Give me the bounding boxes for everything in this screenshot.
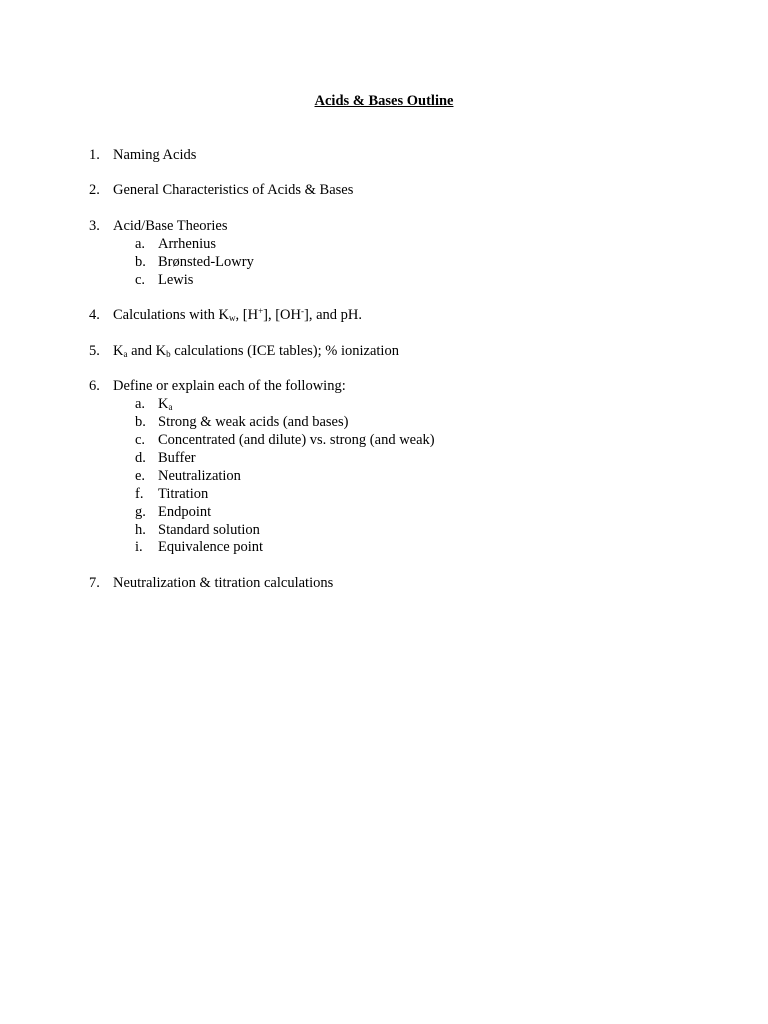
item-number: 4. bbox=[89, 307, 100, 323]
text-part: calculations (ICE tables); % ionization bbox=[170, 343, 399, 359]
subitem-text bbox=[158, 395, 172, 413]
subitem-text: Equivalence point bbox=[158, 539, 264, 555]
item-text: Define or explain each of the following: bbox=[113, 378, 346, 394]
subitem-letter: b. bbox=[135, 254, 146, 270]
item-text: Acid/Base Theories bbox=[113, 218, 228, 234]
item-number: 1. bbox=[89, 147, 100, 163]
text-part: ], [OH bbox=[263, 307, 301, 323]
subitem-letter: a. bbox=[135, 236, 146, 252]
kb-subscript: b bbox=[166, 349, 171, 359]
item-text: Neutralization & titration calculations bbox=[113, 575, 334, 591]
subitem-text: Endpoint bbox=[158, 504, 212, 520]
text-part: , [H bbox=[235, 307, 259, 323]
item-number: 3. bbox=[89, 218, 100, 234]
subitem-letter: f. bbox=[135, 486, 144, 502]
subitem-letter: c. bbox=[135, 272, 146, 288]
item-number: 7. bbox=[89, 575, 100, 591]
item-number: 5. bbox=[89, 343, 100, 359]
subitem-text: Concentrated (and dilute) vs. strong (and weak) bbox=[158, 432, 435, 448]
ka-subscript: a bbox=[168, 402, 173, 412]
item-number: 2. bbox=[89, 182, 100, 198]
item-text: Naming Acids bbox=[113, 147, 197, 163]
subitem-text: Neutralization bbox=[158, 468, 241, 484]
item-text: General Characteristics of Acids & Bases bbox=[113, 182, 354, 198]
hydroxide-superscript: - bbox=[301, 306, 304, 316]
subitem-text: Arrhenius bbox=[158, 236, 216, 252]
subitem-letter: e. bbox=[135, 468, 146, 484]
item-number: 6. bbox=[89, 378, 100, 394]
subitem-text: Lewis bbox=[158, 272, 194, 288]
subitem-text: Brønsted-Lowry bbox=[158, 254, 254, 270]
text-part: ], and pH. bbox=[304, 307, 362, 323]
document-title: Acids & Bases Outline bbox=[314, 93, 454, 109]
item-text bbox=[113, 342, 399, 360]
subitem-letter: a. bbox=[135, 396, 146, 412]
subitem-letter: c. bbox=[135, 432, 146, 448]
subitem-letter: h. bbox=[135, 522, 146, 538]
subitem-letter: d. bbox=[135, 450, 146, 466]
subitem-letter: b. bbox=[135, 414, 146, 430]
ka-subscript: a bbox=[123, 349, 128, 359]
kw-subscript: w bbox=[229, 313, 236, 323]
subitem-text: Titration bbox=[158, 486, 209, 502]
text-part: Calculations with K bbox=[113, 307, 229, 323]
text-part: K bbox=[158, 396, 169, 412]
item-text bbox=[113, 306, 362, 324]
subitem-letter: g. bbox=[135, 504, 146, 520]
hydrogen-superscript: + bbox=[258, 306, 264, 316]
text-part: K bbox=[113, 343, 124, 359]
subitem-text: Strong & weak acids (and bases) bbox=[158, 414, 349, 430]
subitem-letter: i. bbox=[135, 539, 143, 555]
subitem-text: Standard solution bbox=[158, 522, 260, 538]
text-part: and K bbox=[127, 343, 167, 359]
subitem-text: Buffer bbox=[158, 450, 196, 466]
